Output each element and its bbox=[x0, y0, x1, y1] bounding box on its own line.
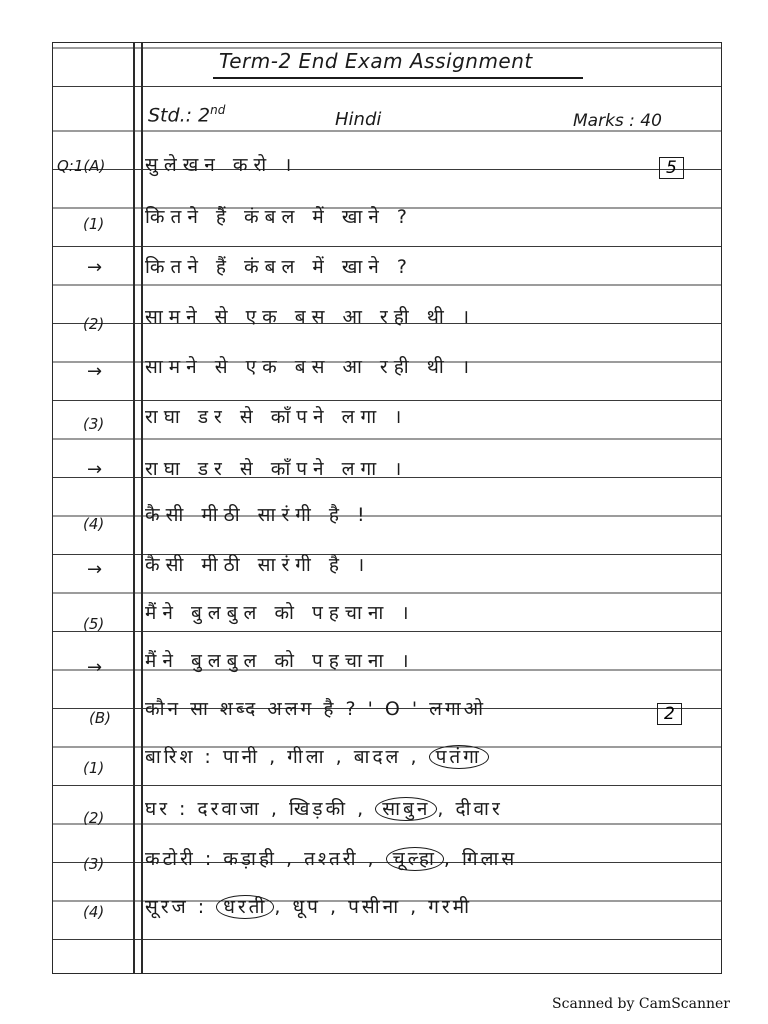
odd-one-out-line: घर : दरवाजा , खिड़की , साबुन , दीवार bbox=[145, 798, 503, 820]
arrow-icon: → bbox=[87, 257, 103, 278]
std-label: Std.: 2nd bbox=[148, 103, 226, 127]
item-number: (2) bbox=[83, 809, 105, 827]
circled-answer: पतंगा bbox=[429, 745, 489, 769]
odd-one-out-line: सूरज : धरती , धूप , पसीना , गरमी bbox=[145, 896, 472, 918]
practice-line: सामने से एक बस आ रही थी । bbox=[145, 306, 476, 328]
score-box: 5 bbox=[659, 157, 684, 179]
copy-line: सामने से एक बस आ रही थी । bbox=[145, 356, 476, 378]
copy-line: कैसी मीठी सारंगी है । bbox=[145, 554, 371, 576]
practice-line: मैंने बुलबुल को पहचाना । bbox=[145, 602, 415, 624]
item-number: (1) bbox=[83, 759, 105, 777]
margin-line bbox=[133, 43, 135, 973]
scanner-watermark: Scanned by CamScanner bbox=[552, 996, 730, 1012]
copy-line: मैंने बुलबुल को पहचाना । bbox=[145, 650, 415, 672]
item-number: (2) bbox=[83, 315, 105, 333]
marks-label: Marks : 40 bbox=[573, 111, 662, 131]
arrow-icon: → bbox=[87, 361, 103, 382]
item-number: (4) bbox=[83, 515, 105, 533]
circled-answer: चूल्हा bbox=[386, 847, 444, 871]
item-number: (3) bbox=[83, 855, 105, 873]
copy-line: कितने हैं कंबल में खाने ? bbox=[145, 256, 413, 278]
copy-line: राघा डर से काँपने लगा । bbox=[145, 458, 408, 480]
odd-one-out-line: कटोरी : कड़ाही , तश्तरी , चूल्हा , गिलास bbox=[145, 848, 518, 870]
arrow-icon: → bbox=[87, 459, 103, 480]
practice-line: कैसी मीठी सारंगी है ! bbox=[145, 504, 371, 526]
arrow-icon: → bbox=[87, 559, 103, 580]
title-underline bbox=[213, 77, 583, 79]
item-number: (1) bbox=[83, 215, 105, 233]
page-title: Term-2 End Exam Assignment bbox=[219, 49, 533, 73]
item-number: (5) bbox=[83, 615, 105, 633]
question-number: Q:1(A) bbox=[57, 157, 106, 175]
margin-line bbox=[141, 43, 143, 973]
question-number: (B) bbox=[89, 709, 111, 727]
instruction: कौन सा शब्द अलग है ? ' O ' लगाओ bbox=[145, 698, 487, 720]
circled-answer: साबुन bbox=[375, 797, 437, 821]
item-number: (4) bbox=[83, 903, 105, 921]
odd-one-out-line: बारिश : पानी , गीला , बादल , पतंगा bbox=[145, 743, 489, 769]
practice-line: राघा डर से काँपने लगा । bbox=[145, 406, 408, 428]
instruction: सुलेखन करो । bbox=[145, 154, 298, 176]
score-box: 2 bbox=[657, 703, 682, 725]
circled-answer: धरती bbox=[216, 895, 274, 919]
subject-label: Hindi bbox=[335, 109, 382, 130]
practice-line: कितने हैं कंबल में खाने ? bbox=[145, 206, 413, 228]
notebook-page bbox=[52, 42, 722, 974]
item-number: (3) bbox=[83, 415, 105, 433]
arrow-icon: → bbox=[87, 657, 103, 678]
